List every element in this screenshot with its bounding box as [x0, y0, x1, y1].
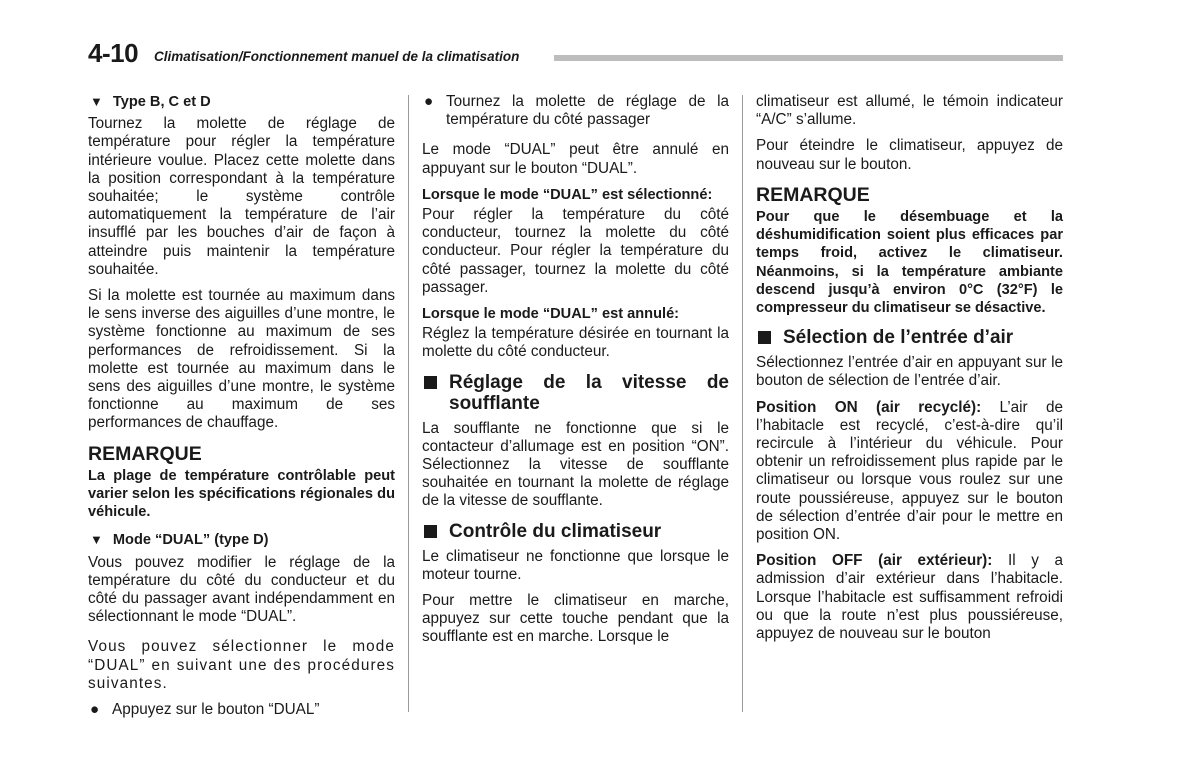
lead-dual-cancelled: Lorsque le mode “DUAL” est annulé:: [422, 306, 680, 323]
chapter-title: Climatisation/Fonctionnement manuel de la climatisation: [154, 49, 520, 64]
list-item: ● Appuyez sur le bouton “DUAL”: [90, 701, 320, 719]
bullet-icon: ●: [424, 93, 434, 110]
paragraph: Tournez la molette de réglage de température pour régler la température intérieure voulue. Placez cette molette dans la position correspondant à la température souhaitée; le système contrôle automatiquement la température de l’air insufflé par les bouches d’air de façon à atteindre puis maintenir la température souhaitée.: [88, 115, 395, 278]
section-heading-air-intake: Sélection de l’entrée d’air: [756, 327, 1063, 348]
lead-position-off: Position OFF (air extérieur):: [756, 552, 993, 570]
page-header: [88, 38, 1063, 68]
subheading-type-bcd: ▼ Type B, C et D: [90, 94, 211, 110]
header-rule: [554, 55, 1063, 61]
paragraph: Le mode “DUAL” peut être annulé en appuyant sur le bouton “DUAL”.: [422, 141, 729, 177]
paragraph: Si la molette est tournée au maximum dans le sens inverse des aiguilles d’une montre, le système fonctionne au maximum de ses performances de refroidissement. Si la molette est tournée au maximum dans le sens des aiguilles d’une montre, le système fonctionne au maximum de ses performances de chauffage.: [88, 287, 395, 432]
paragraph: Pour éteindre le climatiseur, appuyez de nouveau sur le bouton.: [756, 137, 1063, 173]
column-divider-2: [742, 95, 743, 712]
bullet-icon: ●: [90, 701, 100, 719]
triangle-down-icon: ▼: [90, 532, 103, 548]
paragraph: Sélectionnez l’entrée d’air en appuyant sur le bouton de sélection de l’entrée d’air.: [756, 354, 1063, 390]
section-heading-blower-speed: Réglage de la vitesse de soufflante: [422, 372, 729, 414]
lead-position-on: Position ON (air recyclé):: [756, 398, 982, 416]
remark-heading: REMARQUE: [88, 442, 202, 465]
paragraph-recirculation: Position ON (air recyclé): L’air de l’habitacle est recyclé, c’est-à-dire qu’il recircule à l’intérieur du véhicule. Pour obtenir un refroidissement plus rapide par le climatiseur ou lorsque vous roulez sur une route poussiéreuse, appuyez sur le bouton de sélection d’entrée d’air pour le mettre en position ON.: [756, 398, 1064, 544]
list-item: ● Tournez la molette de réglage de la température du côté passager: [424, 93, 729, 129]
square-bullet-icon: [424, 376, 437, 389]
paragraph: La soufflante ne fonctionne que si le contacteur d’allumage est en position “ON”. Sélectionnez la vitesse de soufflante souhaitée en tournant la molette de réglage de la vitesse de soufflante.: [422, 419, 729, 510]
triangle-down-icon: ▼: [90, 94, 103, 109]
column-3: [756, 93, 1063, 651]
paragraph: Le climatiseur ne fonctionne que lorsque le moteur tourne.: [422, 547, 729, 583]
remark-heading: REMARQUE: [756, 183, 870, 206]
subheading-dual-mode: ▼ Mode “DUAL” (type D): [90, 532, 269, 549]
paragraph: Vous pouvez modifier le réglage de la température du côté du conducteur et du côté du passager avant indépendamment en sélectionnant le mode “DUAL”.: [88, 553, 395, 626]
paragraph: Réglez la température désirée en tournant la molette du côté conducteur.: [422, 325, 729, 361]
paragraph: Vous pouvez sélectionner le mode “DUAL” en suivant une des procédures suivantes.: [88, 638, 395, 692]
remark-text: La plage de température contrôlable peut varier selon les spécifications régionales du véhicule.: [88, 467, 395, 521]
column-divider-1: [408, 95, 409, 712]
remark-text: Pour que le désembuage et la déshumidification soient plus efficaces par temps froid, activez le climatiseur. Néanmoins, si la température ambiante descend jusqu’à environ 0°C (32°F) le compresseur du climatiseur se désactive.: [756, 209, 1063, 317]
square-bullet-icon: [424, 525, 437, 538]
column-1: [88, 93, 395, 727]
section-heading-ac-control: Contrôle du climatiseur: [422, 521, 729, 542]
page-number: 4-10: [88, 38, 139, 68]
paragraph: Pour mettre le climatiseur en marche, appuyez sur cette touche pendant que la soufflante est en marche. Lorsque le: [422, 592, 729, 646]
paragraph-outside-air: Position OFF (air extérieur): Il y a admission d’air extérieur dans l’habitacle. Lorsque l’habitacle est suffisamment refroidi ou que la route n’est plus poussiéreuse, appuyez de nouveau sur le bouton: [756, 552, 1063, 643]
column-2: [422, 93, 729, 655]
lead-dual-selected: Lorsque le mode “DUAL” est sélectionné:: [422, 186, 713, 203]
paragraph: Pour régler la température du côté conducteur, tournez la molette du côté conducteur. Pour régler la température du côté passager, tournez la molette du côté passager.: [422, 206, 729, 296]
square-bullet-icon: [758, 331, 771, 344]
paragraph: climatiseur est allumé, le témoin indicateur “A/C” s’allume.: [756, 93, 1063, 129]
